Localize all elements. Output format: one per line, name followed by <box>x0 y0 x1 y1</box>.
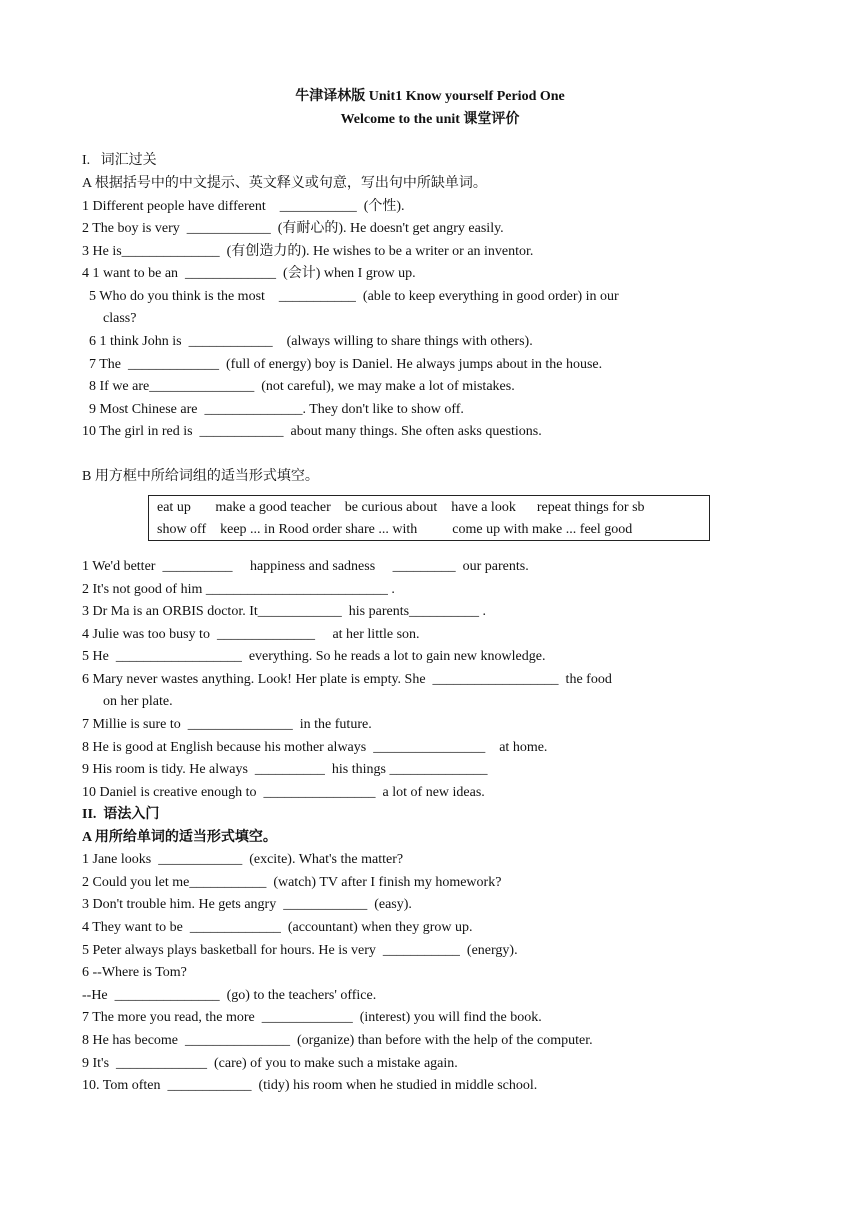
grammar-item-answer: --He _______________ (go) to the teachers' office. <box>82 988 377 1003</box>
vocab-item: 4 1 want to be an _____________ (会计) when I grow up. <box>82 266 416 281</box>
phrase-item: 5 He __________________ everything. So he reads a lot to gain new knowledge. <box>82 649 546 664</box>
phrase-item: 3 Dr Ma is an ORBIS doctor. It____________ his parents__________ . <box>82 604 487 619</box>
phrase-item: 2 It's not good of him __________________________ . <box>82 582 395 597</box>
phrase-item: 1 We'd better __________ happiness and sadness _________ our parents. <box>82 559 529 574</box>
grammar-item: 6 --Where is Tom? <box>82 965 187 980</box>
vocab-item: 8 If we are_______________ (not careful), we may make a lot of mistakes. <box>82 379 515 394</box>
vocab-item: 7 The _____________ (full of energy) boy is Daniel. He always jumps about in the house. <box>82 357 603 372</box>
grammar-item: 1 Jane looks ____________ (excite). What's the matter? <box>82 852 404 867</box>
grammar-item: 3 Don't trouble him. He gets angry ____________ (easy). <box>82 897 412 912</box>
section1-partA-instruction: A 根据括号中的中文提示、英文释义或句意，写出句中所缺单词。 <box>82 176 487 191</box>
section2-heading: II. 语法入门 <box>82 807 160 822</box>
vocab-item-continuation: class? <box>82 311 137 326</box>
section1-partB-instruction: B 用方框中所给词组的适当形式填空。 <box>82 469 319 484</box>
grammar-item: 9 It's _____________ (care) of you to make such a mistake again. <box>82 1056 458 1071</box>
phrase-item: 10 Daniel is creative enough to ________________ a lot of new ideas. <box>82 785 485 800</box>
phrase-box-row: show off keep ... in Rood order share ... with come up with make ... feel good <box>157 522 633 537</box>
document-subtitle: Welcome to the unit 课堂评价 <box>340 112 520 127</box>
phrase-item-continuation: on her plate. <box>82 694 173 709</box>
grammar-item: 4 They want to be _____________ (accountant) when they grow up. <box>82 920 473 935</box>
phrase-item: 8 He is good at English because his mother always ________________ at home. <box>82 740 548 755</box>
vocab-item: 6 1 think John is ____________ (always willing to share things with others). <box>82 334 533 349</box>
vocab-item: 2 The boy is very ____________ (有耐心的). He doesn't get angry easily. <box>82 221 504 236</box>
document-title: 牛津译林版 Unit1 Know yourself Period One <box>295 89 565 104</box>
phrase-box-row: eat up make a good teacher be curious about have a look repeat things for sb <box>157 500 645 515</box>
vocab-item: 9 Most Chinese are ______________. They don't like to show off. <box>82 402 464 417</box>
vocab-item: 1 Different people have different ___________ (个性). <box>82 199 405 214</box>
phrase-box <box>148 495 710 541</box>
section1-heading: I. 词汇过关 <box>82 153 157 168</box>
phrase-item: 4 Julie was too busy to ______________ at her little son. <box>82 627 420 642</box>
vocab-item: 5 Who do you think is the most ___________ (able to keep everything in good order) in our <box>82 289 619 304</box>
grammar-item: 2 Could you let me___________ (watch) TV after I finish my homework? <box>82 875 502 890</box>
section2-partA-instruction: A 用所给单词的适当形式填空。 <box>82 830 277 845</box>
phrase-item: 9 His room is tidy. He always __________ his things ______________ <box>82 762 488 777</box>
grammar-item: 8 He has become _______________ (organize) than before with the help of the computer. <box>82 1033 593 1048</box>
phrase-item: 7 Millie is sure to _______________ in the future. <box>82 717 372 732</box>
phrase-item: 6 Mary never wastes anything. Look! Her plate is empty. She __________________ the food <box>82 672 612 687</box>
grammar-item: 7 The more you read, the more _____________ (interest) you will find the book. <box>82 1010 542 1025</box>
grammar-item: 10. Tom often ____________ (tidy) his room when he studied in middle school. <box>82 1078 538 1093</box>
grammar-item: 5 Peter always plays basketball for hours. He is very ___________ (energy). <box>82 943 518 958</box>
vocab-item: 10 The girl in red is ____________ about many things. She often asks questions. <box>82 424 542 439</box>
vocab-item: 3 He is______________ (有创造力的). He wishes to be a writer or an inventor. <box>82 244 534 259</box>
